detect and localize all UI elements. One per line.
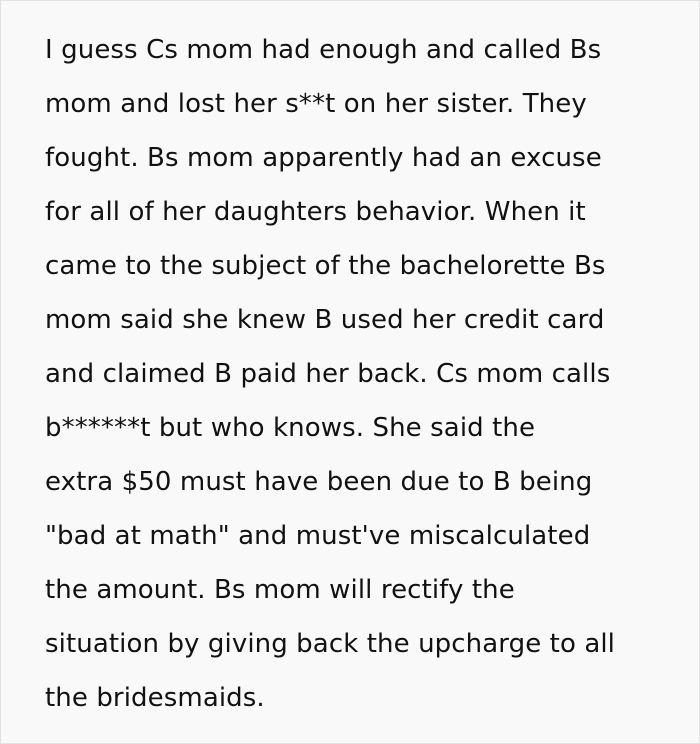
- text-line: "bad at math" and must've miscalculated: [45, 521, 591, 551]
- text-line: came to the subject of the bachelorette Bs: [45, 251, 606, 281]
- text-line: for all of her daughters behavior. When it: [45, 197, 586, 227]
- text-line: the amount. Bs mom will rectify the: [45, 575, 515, 605]
- text-line: fought. Bs mom apparently had an excuse: [45, 143, 602, 173]
- post-body-text: [45, 23, 685, 725]
- text-line: mom and lost her s**t on her sister. They: [45, 89, 587, 119]
- text-line: b******t but who knows. She said the: [45, 413, 536, 443]
- text-line: mom said she knew B used her credit card: [45, 305, 605, 335]
- text-line: I guess Cs mom had enough and called Bs: [45, 35, 602, 65]
- text-line: and claimed B paid her back. Cs mom calls: [45, 359, 611, 389]
- text-line: situation by giving back the upcharge to all: [45, 629, 616, 659]
- text-line: extra $50 must have been due to B being: [45, 467, 593, 497]
- text-line: the bridesmaids.: [45, 683, 265, 713]
